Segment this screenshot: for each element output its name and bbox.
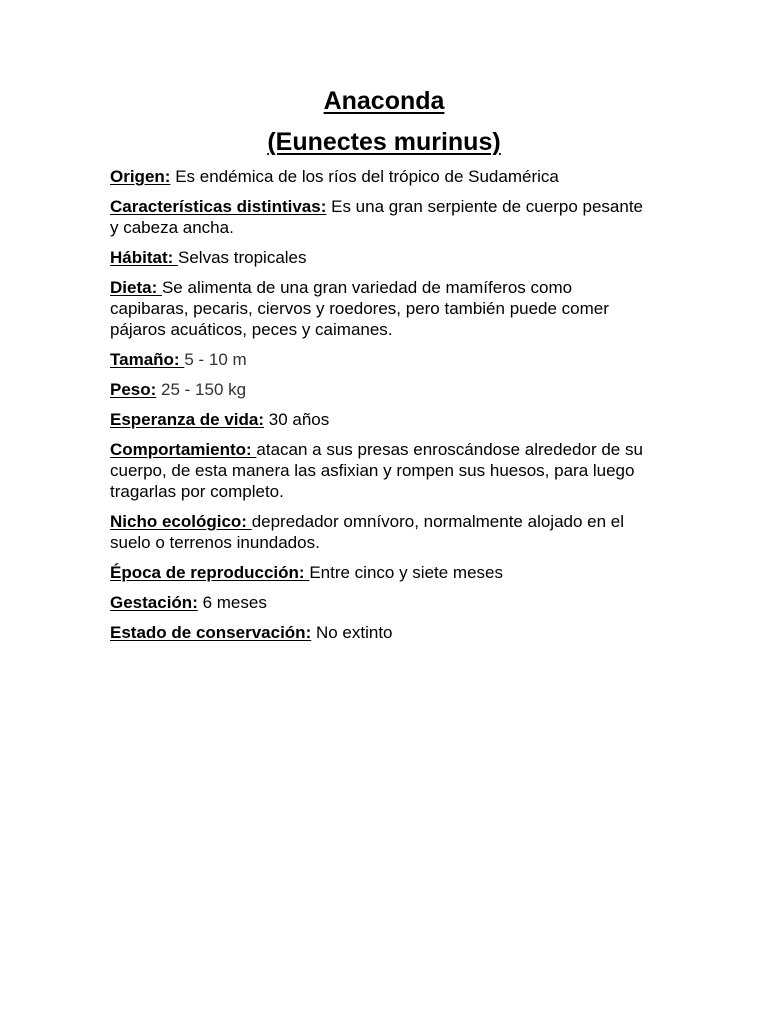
field-caracteristicas	[110, 196, 655, 238]
field-dieta	[110, 277, 655, 340]
field-label: Gestación:	[110, 593, 198, 612]
field-value: No extinto	[315, 623, 393, 642]
field-epoca-de-reproduccion	[110, 562, 655, 583]
field-label: Origen:	[110, 167, 171, 186]
field-value: Se alimenta de una gran variedad de mamíferos como capibaras, pecaris, ciervos y roedores, pero también puede comer pájaros acuáticos, peces y caimanes.	[110, 278, 609, 339]
field-value: 5 - 10 m	[184, 350, 247, 369]
field-label: Hábitat:	[110, 248, 178, 267]
fields-list	[110, 166, 655, 652]
field-label: Dieta:	[110, 278, 162, 297]
field-value: Entre cinco y siete meses	[309, 563, 504, 582]
scientific-name: (Eunectes murinus)	[267, 128, 501, 156]
field-value: atacan a sus presas enroscándose alrededor de su cuerpo, de esta manera las asfixian y rompen sus huesos, para luego tragarlas por completo.	[110, 440, 643, 501]
field-comportamiento	[110, 439, 655, 502]
field-label: Estado de conservación:	[110, 623, 312, 642]
field-tamano	[110, 349, 655, 370]
field-value: 6 meses	[202, 593, 267, 612]
field-gestacion	[110, 592, 655, 613]
field-value: depredador omnívoro, normalmente alojado en el suelo o terrenos inundados.	[110, 512, 625, 552]
field-label: Características distintivas:	[110, 197, 327, 216]
field-value: 30 años	[268, 410, 330, 429]
document-title: Anaconda	[323, 87, 445, 115]
field-label: Nicho ecológico:	[110, 512, 252, 531]
field-habitat	[110, 247, 655, 268]
field-label: Tamaño:	[110, 350, 185, 369]
field-value: Es endémica de los ríos del trópico de Sudamérica	[175, 167, 559, 186]
field-value: Es una gran serpiente de cuerpo pesante y cabeza ancha.	[110, 197, 644, 237]
field-estado-de-conservacion	[110, 622, 655, 643]
field-value: 25 - 150 kg	[161, 380, 247, 399]
field-value: Selvas tropicales	[178, 248, 307, 267]
field-nicho-ecologico	[110, 511, 655, 553]
field-esperanza-de-vida	[110, 409, 655, 430]
field-peso	[110, 379, 655, 400]
field-label: Comportamiento:	[110, 440, 257, 459]
field-label: Esperanza de vida:	[110, 410, 265, 429]
field-label: Época de reproducción:	[110, 563, 310, 582]
field-origen	[110, 166, 655, 187]
field-label: Peso:	[110, 380, 157, 399]
